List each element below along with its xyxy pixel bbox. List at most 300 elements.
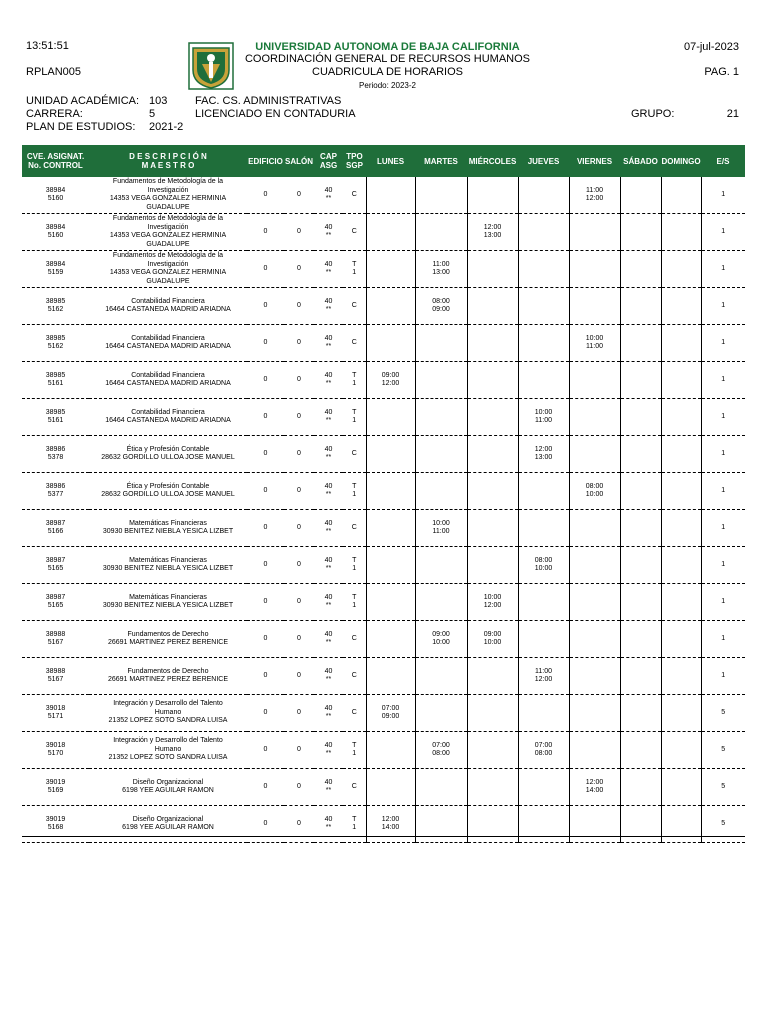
cell-martes [415, 695, 467, 732]
cell-miercoles [467, 399, 518, 436]
cell-martes [415, 769, 467, 806]
cell-description-text: Contabilidad Financiera [131, 297, 205, 305]
cell-viernes [569, 695, 620, 732]
cell-cap-asg-text: 40 [324, 741, 333, 749]
cell-tpo-sgp-text: 1 [352, 417, 357, 424]
cell-edificio-text: 0 [263, 708, 268, 716]
cell-cve-control-text: 39018 [45, 741, 66, 749]
cell-viernes [569, 547, 620, 584]
cell-lunes [366, 325, 415, 362]
cell-sabado [620, 251, 661, 288]
cell-viernes [569, 732, 620, 769]
cell-tpo-sgp-text: C [351, 227, 357, 235]
cell-edificio-text: 0 [263, 486, 268, 494]
cell-martes [415, 436, 467, 473]
cell-cve-control [22, 695, 89, 732]
cell-es-text: 5 [721, 708, 726, 716]
cell-tpo-sgp-text: C [351, 634, 357, 642]
cell-cve-control-text: 5159 [47, 269, 64, 276]
cell-viernes [569, 251, 620, 288]
report-time: 13:51:51 [26, 40, 69, 52]
cell-martes [415, 399, 467, 436]
cell-lunes [366, 436, 415, 473]
cell-description-text: Fundamentos de Metodología de la [112, 178, 224, 185]
cell-salon [284, 288, 314, 325]
cell-description-text: Humano [154, 745, 182, 753]
cell-sabado [620, 621, 661, 658]
cell-miercoles [467, 288, 518, 325]
cell-domingo [661, 769, 701, 806]
cell-tpo-sgp [343, 288, 366, 325]
report-title: CUADRICULA DE HORARIOS [312, 66, 463, 78]
plan-value: 2021-2 [149, 121, 184, 133]
cell-salon [284, 177, 314, 214]
cell-salon-text: 0 [297, 486, 301, 494]
cell-salon-text: 0 [297, 301, 301, 309]
cell-description [89, 399, 247, 436]
cell-lunes [366, 510, 415, 547]
cell-cap-asg-text: 40 [324, 704, 333, 712]
cell-sabado [620, 547, 661, 584]
cell-es [701, 177, 745, 214]
table-row [22, 769, 745, 806]
cell-edificio [247, 769, 284, 806]
cell-cve-control-text: 38988 [45, 667, 66, 675]
cell-salon [284, 510, 314, 547]
cell-cve-control-text: 38984 [45, 260, 66, 268]
cell-es-text: 5 [721, 782, 726, 790]
cell-tpo-sgp [343, 547, 366, 584]
cell-cap-asg [314, 325, 343, 362]
col-cve-label: CVE. ASIGNAT. [26, 152, 85, 161]
cell-sabado [620, 769, 661, 806]
cell-jueves [518, 288, 569, 325]
cell-tpo-sgp-text: C [351, 523, 357, 531]
cell-cap-asg [314, 288, 343, 325]
cell-miercoles [467, 362, 518, 399]
col-descripcion [89, 145, 247, 177]
cell-description-text: 16464 CASTANEDA MADRID ARIADNA [105, 380, 231, 387]
cell-tpo-sgp [343, 177, 366, 214]
cell-cve-control-text: 38984 [45, 223, 66, 231]
cell-salon-text: 0 [297, 338, 301, 346]
carrera-label: CARRERA: [26, 108, 83, 120]
cell-cap-asg [314, 436, 343, 473]
cell-sabado [620, 510, 661, 547]
cell-cve-control-text: 5169 [47, 787, 64, 794]
cell-cve-control-text: 5162 [47, 306, 64, 313]
cell-jueves [518, 177, 569, 214]
cell-description-text: 26691 MARTINEZ PEREZ BERENICE [107, 639, 229, 646]
cell-martes [415, 510, 467, 547]
cell-description-text: Investigación [147, 260, 189, 268]
col-lunes: LUNES [366, 145, 415, 177]
cell-lunes [366, 584, 415, 621]
cell-jueves-text: 10:00 [534, 408, 553, 416]
cell-description-text: Integración y Desarrollo del Talento [113, 737, 223, 745]
cell-description-text: Humano [154, 708, 182, 716]
grupo-value: 21 [726, 108, 739, 120]
cell-cap-asg-text: 40 [324, 667, 333, 675]
grupo-label: GRUPO: [631, 108, 675, 120]
table-row [22, 362, 745, 399]
cell-miercoles-text: 12:00 [483, 602, 502, 609]
cell-viernes-text: 10:00 [585, 334, 604, 342]
cell-cve-control-text: 5168 [47, 824, 64, 831]
cell-edificio [247, 473, 284, 510]
cell-description-text: 21352 LOPEZ SOTO SANDRA LUISA [108, 717, 228, 725]
col-martes: MARTES [415, 145, 467, 177]
col-desc-label: D E S C R I P C I Ó N [129, 152, 207, 161]
cell-description [89, 621, 247, 658]
cell-es [701, 214, 745, 251]
cell-description-text: Fundamentos de Derecho [127, 667, 209, 675]
cell-cap-asg-text: 40 [324, 815, 333, 823]
cell-salon-text: 0 [297, 782, 301, 790]
cell-domingo [661, 399, 701, 436]
cell-miercoles-text: 12:00 [483, 223, 502, 231]
cell-description-text: Contabilidad Financiera [131, 371, 205, 379]
cell-salon-text: 0 [297, 671, 301, 679]
cell-viernes [569, 621, 620, 658]
cell-description-text: 30930 BENITEZ NIEBLA YESICA LIZBET [102, 565, 234, 572]
cell-tpo-sgp [343, 436, 366, 473]
cell-martes [415, 325, 467, 362]
cell-lunes [366, 288, 415, 325]
cell-lunes-text: 09:00 [381, 713, 400, 720]
cell-domingo [661, 362, 701, 399]
col-salon: SALÓN [284, 145, 314, 177]
cell-edificio-text: 0 [263, 745, 268, 753]
cell-cap-asg-text: 40 [324, 778, 333, 786]
cell-cve-control-text: 38985 [45, 334, 66, 342]
cell-es [701, 251, 745, 288]
cell-cap-asg-text: ** [325, 269, 332, 276]
cell-cve-control-text: 39018 [45, 704, 66, 712]
cell-cap-asg-text: 40 [324, 371, 333, 379]
cell-tpo-sgp [343, 214, 366, 251]
cell-edificio-text: 0 [263, 301, 268, 309]
cell-cap-asg-text: ** [325, 195, 332, 202]
cell-cap-asg-text: ** [325, 343, 332, 350]
cell-cap-asg-text: 40 [324, 630, 333, 638]
cell-jueves-text: 13:00 [534, 454, 553, 461]
cell-description-text: Ética y Profesión Contable [126, 445, 210, 453]
col-cap-label: CAP [320, 152, 337, 161]
cell-lunes [366, 399, 415, 436]
cell-cap-asg [314, 399, 343, 436]
cell-tpo-sgp [343, 584, 366, 621]
cell-sabado [620, 177, 661, 214]
cell-tpo-sgp [343, 399, 366, 436]
cell-tpo-sgp-text: C [351, 301, 357, 309]
cell-description-text: 26691 MARTINEZ PEREZ BERENICE [107, 676, 229, 683]
cell-es [701, 621, 745, 658]
cell-lunes [366, 251, 415, 288]
cell-martes [415, 732, 467, 769]
plan-label: PLAN DE ESTUDIOS: [26, 121, 136, 133]
cell-tpo-sgp-text: C [351, 671, 357, 679]
cell-edificio-text: 0 [263, 412, 268, 420]
cell-jueves-text: 11:00 [535, 667, 552, 675]
cell-sabado [620, 732, 661, 769]
cell-viernes [569, 510, 620, 547]
cell-cap-asg-text: 40 [324, 223, 333, 231]
col-cap [314, 145, 343, 177]
cell-jueves [518, 214, 569, 251]
cell-viernes [569, 214, 620, 251]
cell-jueves [518, 399, 569, 436]
cell-es-text: 1 [721, 597, 726, 605]
cell-viernes-text: 14:00 [585, 787, 604, 794]
cell-cap-asg-text: ** [325, 750, 332, 757]
cell-cve-control-text: 38987 [45, 519, 66, 527]
cell-edificio-text: 0 [263, 227, 268, 235]
cell-description-text: Contabilidad Financiera [131, 334, 205, 342]
cell-cap-asg-text: ** [325, 713, 332, 720]
cell-cap-asg-text: ** [325, 787, 332, 794]
cell-es-text: 1 [721, 634, 726, 642]
cell-viernes [569, 473, 620, 510]
cell-edificio-text: 0 [263, 449, 268, 457]
cell-salon-text: 0 [297, 523, 301, 531]
cell-cap-asg-text: 40 [324, 556, 333, 564]
cell-description-text: 6198 YEE AGUILAR RAMON [122, 824, 214, 831]
university-logo-icon [188, 42, 234, 90]
table-row [22, 214, 745, 251]
unidad-name: FAC. CS. ADMINISTRATIVAS [195, 95, 342, 107]
cell-viernes [569, 177, 620, 214]
cell-edificio [247, 621, 284, 658]
cell-miercoles [467, 510, 518, 547]
cell-cve-control [22, 177, 89, 214]
cell-domingo [661, 732, 701, 769]
cell-sabado [620, 288, 661, 325]
cell-es [701, 325, 745, 362]
cell-description-text: Matemáticas Financieras [129, 556, 207, 564]
cell-cve-control-text: 38986 [45, 482, 66, 490]
cell-miercoles [467, 473, 518, 510]
cell-sabado [620, 325, 661, 362]
cell-jueves-text: 07:00 [534, 741, 553, 749]
cell-martes-text: 13:00 [432, 269, 450, 276]
cell-miercoles [467, 177, 518, 214]
cell-domingo [661, 473, 701, 510]
cell-tpo-sgp-text: C [351, 190, 357, 198]
schedule-table [22, 145, 745, 843]
cell-es-text: 1 [721, 671, 726, 679]
cell-description [89, 695, 247, 732]
cell-sabado [620, 473, 661, 510]
cell-miercoles [467, 769, 518, 806]
table-row [22, 399, 745, 436]
table-row [22, 325, 745, 362]
cell-description-text: GUADALUPE [146, 203, 190, 211]
cell-domingo [661, 436, 701, 473]
cell-tpo-sgp [343, 769, 366, 806]
cell-cve-control [22, 325, 89, 362]
cell-jueves-text: 12:00 [534, 445, 553, 453]
cell-jueves [518, 251, 569, 288]
cell-sabado [620, 658, 661, 695]
cell-cve-control-text: 38987 [45, 593, 66, 601]
cell-edificio-text: 0 [263, 671, 268, 679]
cell-jueves [518, 658, 569, 695]
cell-viernes [569, 436, 620, 473]
cell-es-text: 1 [721, 523, 726, 531]
cell-es-text: 5 [721, 745, 726, 753]
col-sgp-label: SGP [346, 161, 363, 170]
cell-cap-asg [314, 214, 343, 251]
cell-edificio [247, 510, 284, 547]
table-row [22, 177, 745, 214]
cell-viernes-text: 12:00 [585, 195, 604, 202]
cell-es-text: 1 [721, 560, 726, 568]
table-header-row [22, 145, 745, 177]
cell-miercoles [467, 547, 518, 584]
cell-cap-asg-text: ** [325, 602, 332, 609]
university-name: UNIVERSIDAD AUTONOMA DE BAJA CALIFORNIA [255, 41, 520, 53]
cell-sabado [620, 695, 661, 732]
cell-salon [284, 732, 314, 769]
cell-tpo-sgp-text: T [352, 482, 357, 490]
cell-miercoles [467, 658, 518, 695]
cell-description-text: Contabilidad Financiera [131, 408, 205, 416]
cell-cap-asg [314, 473, 343, 510]
cell-edificio [247, 436, 284, 473]
cell-tpo-sgp-text: C [351, 338, 357, 346]
cell-description [89, 177, 247, 214]
cell-tpo-sgp-text: 1 [352, 380, 357, 387]
cell-jueves [518, 473, 569, 510]
cell-cve-control [22, 621, 89, 658]
cell-es-text: 1 [721, 227, 726, 235]
cell-es-text: 1 [721, 338, 726, 346]
cell-es-text: 1 [721, 264, 726, 272]
cell-cve-control [22, 510, 89, 547]
cell-edificio [247, 547, 284, 584]
col-asg-label: ASG [319, 161, 338, 170]
cell-sabado [620, 584, 661, 621]
cell-edificio-text: 0 [263, 819, 268, 827]
cell-es-text: 1 [721, 190, 726, 198]
cell-domingo [661, 325, 701, 362]
carrera-name: LICENCIADO EN CONTADURIA [195, 108, 356, 120]
cell-cve-control-text: 5161 [47, 417, 64, 424]
cell-martes-text: 11:00 [432, 260, 450, 268]
cell-lunes-text: 09:00 [381, 371, 400, 379]
cell-description-text: Fundamentos de Derecho [127, 630, 209, 638]
cell-description-text: Integración y Desarrollo del Talento [113, 700, 223, 708]
cell-description-text: GUADALUPE [146, 240, 190, 248]
unidad-number: 103 [149, 95, 168, 107]
cell-tpo-sgp-text: 1 [352, 750, 357, 757]
cell-cap-asg [314, 251, 343, 288]
cell-cap-asg [314, 621, 343, 658]
cell-cve-control-text: 5167 [47, 676, 64, 683]
col-domingo: DOMINGO [661, 145, 701, 177]
table-row [22, 658, 745, 695]
cell-domingo [661, 177, 701, 214]
cell-tpo-sgp-text: 1 [352, 269, 357, 276]
cell-tpo-sgp [343, 251, 366, 288]
cell-cap-asg-text: 40 [324, 482, 333, 490]
cell-tpo-sgp-text: T [352, 260, 357, 268]
col-edificio: EDIFICIO [247, 145, 284, 177]
cell-cve-control [22, 214, 89, 251]
cell-salon [284, 362, 314, 399]
cell-es [701, 695, 745, 732]
cell-miercoles [467, 584, 518, 621]
cell-domingo [661, 251, 701, 288]
cell-cve-control-text: 5166 [47, 528, 64, 535]
cell-description [89, 288, 247, 325]
cell-tpo-sgp-text: T [352, 556, 357, 564]
cell-miercoles-text: 10:00 [483, 639, 502, 646]
cell-description [89, 732, 247, 769]
cell-cve-control [22, 362, 89, 399]
cell-cap-asg-text: ** [325, 380, 332, 387]
cell-salon-text: 0 [297, 190, 301, 198]
cell-cve-control-text: 5377 [47, 491, 64, 498]
cell-cap-asg [314, 732, 343, 769]
cell-martes [415, 547, 467, 584]
cell-tpo-sgp [343, 510, 366, 547]
cell-viernes-text: 11:00 [586, 186, 603, 194]
cell-cve-control-text: 38988 [45, 630, 66, 638]
cell-lunes [366, 769, 415, 806]
cell-edificio [247, 584, 284, 621]
cell-cve-control [22, 436, 89, 473]
cell-martes [415, 251, 467, 288]
cell-es [701, 658, 745, 695]
cell-salon-text: 0 [297, 264, 301, 272]
cell-salon-text: 0 [297, 412, 301, 420]
cell-miercoles [467, 695, 518, 732]
cell-cve-control [22, 547, 89, 584]
cell-tpo-sgp [343, 732, 366, 769]
period: Periodo: 2023-2 [359, 81, 416, 90]
cell-cap-asg-text: ** [325, 454, 332, 461]
cell-edificio [247, 695, 284, 732]
cell-description [89, 769, 247, 806]
cell-cve-control-text: 5170 [47, 750, 64, 757]
cell-cve-control-text: 38985 [45, 371, 66, 379]
cell-viernes [569, 362, 620, 399]
cell-sabado [620, 362, 661, 399]
cell-jueves [518, 436, 569, 473]
cell-description [89, 362, 247, 399]
cell-martes [415, 621, 467, 658]
cell-description-text: Diseño Organizacional [132, 778, 204, 786]
cell-es-text: 1 [721, 486, 726, 494]
cell-salon-text: 0 [297, 819, 301, 827]
cell-cve-control [22, 288, 89, 325]
cell-miercoles [467, 325, 518, 362]
cell-tpo-sgp-text: 1 [352, 565, 357, 572]
cell-lunes [366, 732, 415, 769]
cell-es [701, 399, 745, 436]
cell-es [701, 547, 745, 584]
cell-lunes-text: 14:00 [381, 824, 400, 831]
cell-viernes [569, 325, 620, 362]
cell-sabado [620, 214, 661, 251]
table-row [22, 695, 745, 732]
cell-edificio [247, 288, 284, 325]
cell-edificio [247, 214, 284, 251]
cell-description-text: Matemáticas Financieras [129, 593, 207, 601]
cell-cap-asg [314, 695, 343, 732]
